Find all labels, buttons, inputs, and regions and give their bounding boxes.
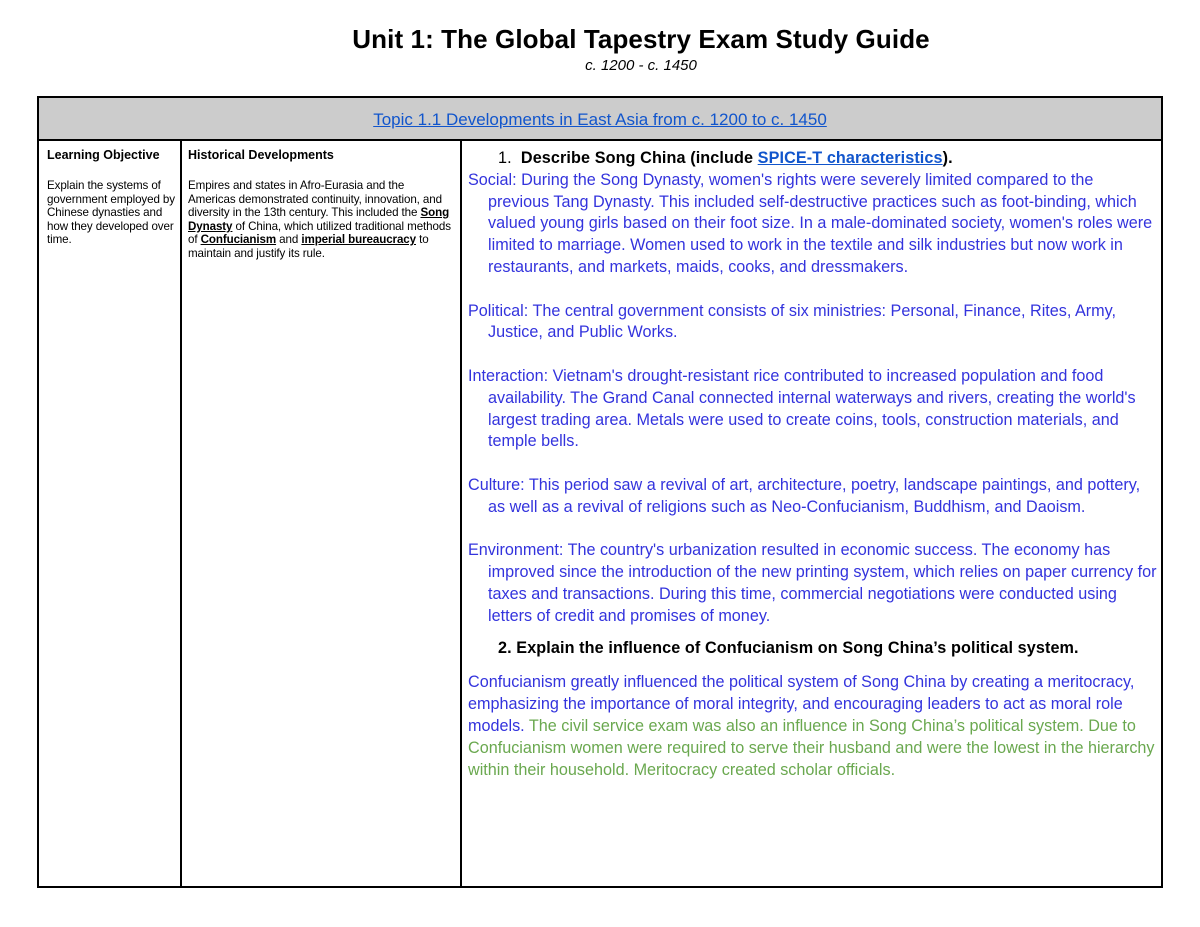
culture-answer: Culture: This period saw a revival of art, architecture, poetry, landscape paintings, and pottery, as well as a revival of religions such as Neo-Confucianism, Buddhism, and Daoism. [468,475,1141,516]
hd-text-part: to maintain and justify its rule. [188,233,429,260]
question-2-heading: 2. Explain the influence of Confucianism on Song China’s political system. [498,638,1079,657]
column-divider [460,139,462,886]
question-1-end: ). [942,149,953,167]
historical-developments-cell [188,148,454,261]
political-answer: Political: The central government consists of six ministries: Personal, Finance, Rites, Army, Justice, and Public Works. [468,301,1117,342]
historical-developments-text [188,179,454,261]
paragraph-gap [468,519,1158,541]
environment-answer: Environment: The country's urbanization resulted in economic success. The economy has improved since the introduction of the new printing system, which relies on paper currency for taxes and transactions. During this time, commercial negotiations were conducted using letters of credit and promises of money. [468,541,1157,625]
hd-text-part: of China, which utilized traditional methods of [188,219,451,247]
paragraph-gap [468,628,1158,638]
page-subtitle: c. 1200 - c. 1450 [585,57,697,74]
column-divider [180,139,182,886]
question-1-text: Describe Song China (include [520,149,758,167]
page-title: Unit 1: The Global Tapestry Exam Study Guide [352,24,930,54]
paragraph-gap [468,344,1158,366]
imperial-bureaucracy-term: imperial bureaucracy [301,233,416,247]
study-guide-table [37,96,1163,888]
historical-developments-heading: Historical Developments [188,148,334,162]
answers-cell [468,148,1158,781]
question-2-answer [468,672,1158,781]
spice-t-link[interactable]: SPICE-T characteristics [757,149,943,167]
hd-text-part: Empires and states in Afro-Eurasia and the Americas demonstrated continuity, innovation, and diversity in the 13th century. This included the [188,179,442,220]
learning-objective-text: Explain the systems of government employed by Chinese dynasties and how they developed over time. [47,179,175,247]
question-1-heading [468,148,1158,170]
question-2-answer-blue: Confucianism greatly influenced the political system of Song China by creating a meritocracy, emphasizing the importance of moral integrity, and encouraging leaders to act as moral role models. [468,673,1135,735]
learning-objective-heading: Learning Objective [47,148,160,162]
paragraph-gap [468,453,1158,475]
hd-text-part: and [276,233,302,247]
interaction-answer: Interaction: Vietnam's drought-resistant rice contributed to increased population and food availability. The Grand Canal connected internal waterways and rivers, creating the world's largest trading area. Metals were used to create coins, tools, construction materials, and temple bells. [468,366,1136,451]
topic-header [39,98,1161,141]
song-dynasty-term: Song Dynasty [188,206,450,233]
topic-link[interactable]: Topic 1.1 Developments in East Asia from c. 1200 to c. 1450 [373,110,827,129]
paragraph-gap [468,279,1158,301]
confucianism-term: Confucianism [200,233,277,247]
question-1-number: 1. [498,149,512,167]
learning-objective-cell [47,148,177,247]
paragraph-gap [468,659,1158,672]
question-2-answer-green: The civil service exam was also an influence in Song China’s political system. Due to Confucianism women were required to serve their husband and were the lowest in the hierarchy within their household. Meritocracy created scholar officials. [468,716,1155,779]
social-answer: Social: During the Song Dynasty, women's rights were severely limited compared to the previous Tang Dynasty. This included self-destructive practices such as foot-binding, which valued young girls based on their foot size. In a male-dominated society, women's roles were limited to marriage. Women used to work in the textile and silk industries but now work in restaurants, and markets, maids, cooks, and dressmakers. [468,170,1153,276]
